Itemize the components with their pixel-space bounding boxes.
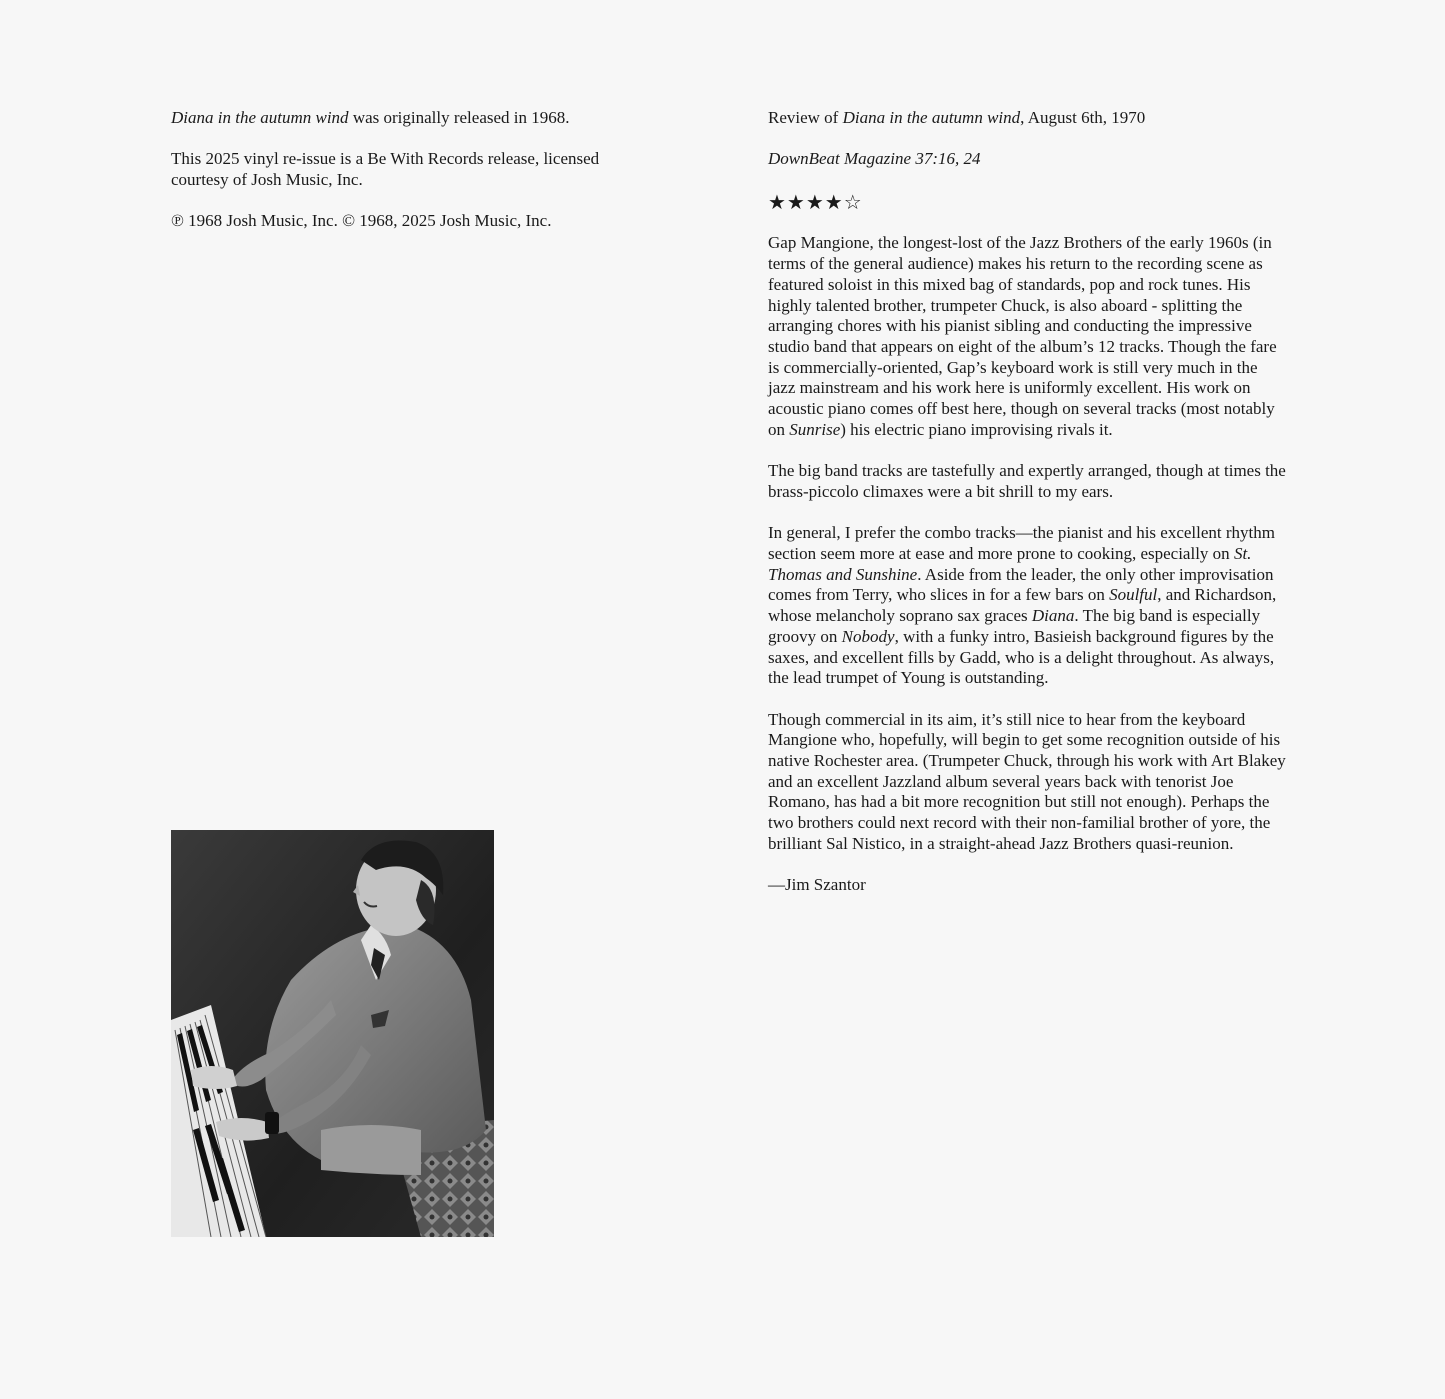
review-source (768, 149, 1288, 170)
track-title: Sunrise (789, 419, 841, 439)
review-author: —Jim Szantor (768, 875, 866, 895)
review-paragraph-2: The big band tracks are tastefully and expertly arranged, though at times the brass-piccolo climaxes were a bit shrill to my ears. (768, 461, 1286, 501)
track-title: Diana (1031, 606, 1075, 626)
copyright-line: ℗ 1968 Josh Music, Inc. © 1968, 2025 Josh Music, Inc. (171, 211, 552, 231)
review-heading-date: , August 6th, 1970 (1020, 108, 1146, 127)
review (768, 108, 1288, 896)
review-heading (768, 108, 1288, 129)
star-rating: ★★★★☆ (768, 189, 863, 214)
track-title: Soulful (1109, 585, 1158, 605)
track-title: St. Thomas and Sunshine (768, 543, 1252, 584)
review-paragraph-4: Though commercial in its aim, it’s still nice to hear from the keyboard Mangione who, hopefully, will begin to get some recognition outside of his native Rochester area. (Trumpeter Chuck, through his work with Art Blakey and an excellent Jazzland album several years back with tenorist Joe Romano, has had a bit more recognition but still not enough). Perhaps the two brothers could next record with their non-familial brother of yore, the brilliant Sal Nistico, in a straight-ahead Jazz Brothers quasi-reunion. (768, 709, 1286, 853)
review-text: Gap Mangione, the longest-lost of the Jazz Brothers of the early 1960s (in terms of the general audience) makes his return to the recording scene as featured soloist in this mixed bag of standards, pop and rock tunes. His highly talented brother, trumpeter Chuck, is also aboard - splitting the arranging chores with his pianist sibling and conducting the impressive studio band that appears on eight of the album’s 12 tracks. Though the fare is commercially-oriented, Gap’s keyboard work is still very much in the jazz mainstream and his work here is uniformly excellent. His work on acoustic piano comes off best here, though on several tracks (most notably on (768, 233, 1277, 439)
pianist-photo-illustration (171, 830, 494, 1237)
review-text: ) his electric piano improvising rivals it. (840, 419, 1113, 439)
review-text: , and Richardson, whose melancholy soprano sax graces (768, 585, 1277, 626)
review-text: . Aside from the leader, the only other improvisation comes from Terry, who slices in for a few bars on (768, 564, 1274, 605)
review-text: , with a funky intro, Basieish background figures by the saxes, and excellent fills by Gadd, who is a delight throughout. As always, the lead trumpet of Young is outstanding. (768, 626, 1275, 688)
review-text: . The big band is especially groovy on (768, 606, 1261, 646)
reissue-note: This 2025 vinyl re-issue is a Be With Records release, licensed courtesy of Josh Music, Inc. (171, 149, 600, 190)
review-heading-prefix: Review of (768, 108, 843, 127)
release-line (171, 108, 651, 129)
track-title: Nobody (841, 626, 895, 646)
pianist-photo (171, 830, 494, 1237)
review-heading-title: Diana in the autumn wind (842, 108, 1021, 127)
review-text: In general, I prefer the combo tracks—the pianist and his excellent rhythm section seem more at ease and more prone to cooking, especially on (768, 523, 1275, 563)
review-paragraph-1 (768, 233, 1288, 440)
release-title: Diana in the autumn wind (171, 108, 349, 127)
release-text: was originally released in 1968. (348, 108, 570, 127)
review-paragraph-3 (768, 523, 1288, 689)
review-source-text: DownBeat Magazine 37:16, 24 (768, 149, 981, 169)
release-info (171, 108, 651, 232)
